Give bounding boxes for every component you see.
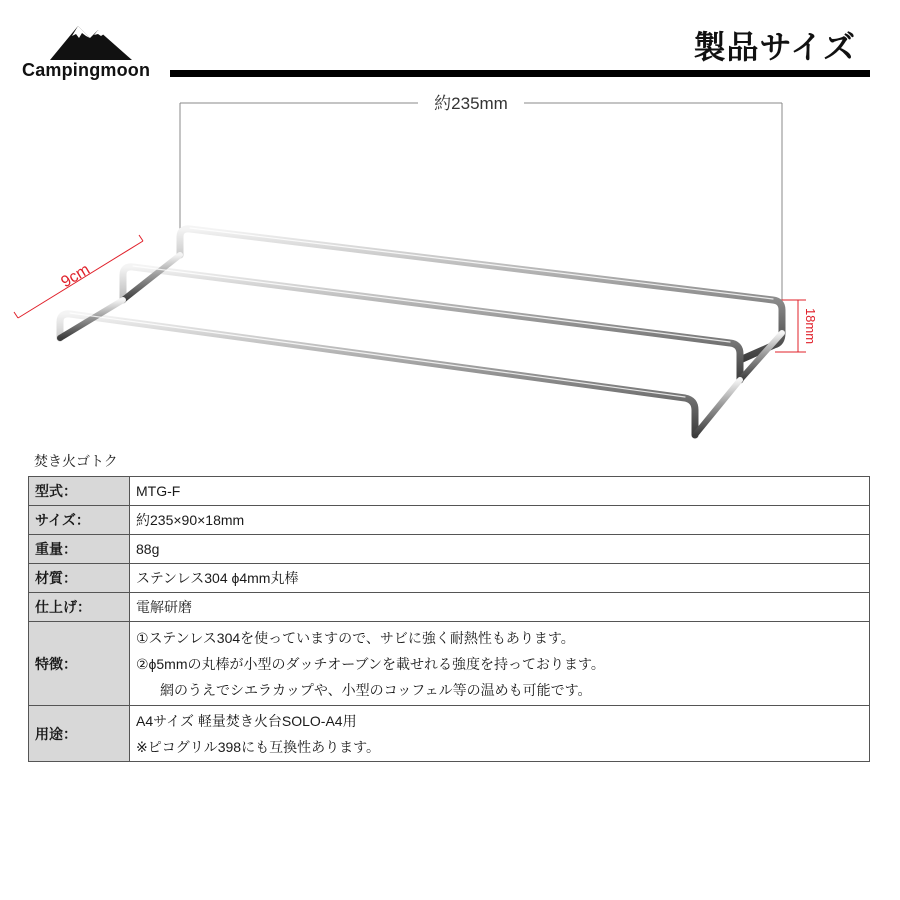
depth-label: 9cm [58, 261, 94, 292]
width-dimension [180, 92, 782, 300]
spec-row [29, 706, 870, 762]
spec-label: 用途： [29, 706, 130, 762]
spec-value-line: 約235×90×18mm [136, 512, 245, 528]
spec-value-line: 電解研磨 [136, 599, 192, 615]
spec-label: 重量： [29, 535, 130, 564]
spec-table [28, 476, 870, 762]
header-rule [170, 70, 870, 77]
spec-value-line: 88g [136, 541, 160, 557]
height-label: 18mm [803, 307, 818, 345]
product-dimension-figure [0, 90, 900, 450]
spec-value-line: ステンレス304 ϕ4mm丸棒 [136, 570, 299, 586]
spec-label: 仕上げ： [29, 593, 130, 622]
page-title: 製品サイズ [693, 28, 856, 66]
spec-row [29, 506, 870, 535]
header [0, 0, 900, 95]
spec-label: 型式： [29, 477, 130, 506]
spec-value [130, 706, 870, 762]
mountain-logo-icon [48, 18, 134, 62]
wire-rack-drawing [60, 228, 782, 435]
spec-value-line: MTG-F [136, 483, 181, 499]
spec-label: 特徴： [29, 622, 130, 706]
product-name: 焚き火ゴトク [34, 454, 118, 470]
spec-value-line: ①ステンレス304を使っていますので、サビに強く耐熱性もあります。 [136, 629, 575, 646]
spec-value [130, 564, 870, 593]
spec-value [130, 477, 870, 506]
spec-label: サイズ： [29, 506, 130, 535]
spec-value-line: ②ϕ5mmの丸棒が小型のダッチオーブンを載せれる強度を持っております。 [136, 655, 605, 672]
spec-value [130, 506, 870, 535]
width-label: 約235mm [434, 94, 508, 113]
spec-row [29, 593, 870, 622]
spec-label: 材質： [29, 564, 130, 593]
spec-value [130, 535, 870, 564]
spec-value-line: ※ピコグリル398にも互換性あります。 [136, 738, 380, 755]
spec-row [29, 477, 870, 506]
spec-value [130, 593, 870, 622]
brand-name: Campingmoon [22, 60, 151, 80]
spec-value-line: A4サイズ 軽量焚き火台SOLO-A4用 [136, 712, 357, 729]
spec-row [29, 564, 870, 593]
spec-value [130, 622, 870, 706]
spec-row [29, 622, 870, 706]
spec-row [29, 535, 870, 564]
spec-value-line: 網のうえでシエラカップや、小型のコッフェル等の温めも可能です。 [160, 681, 592, 698]
